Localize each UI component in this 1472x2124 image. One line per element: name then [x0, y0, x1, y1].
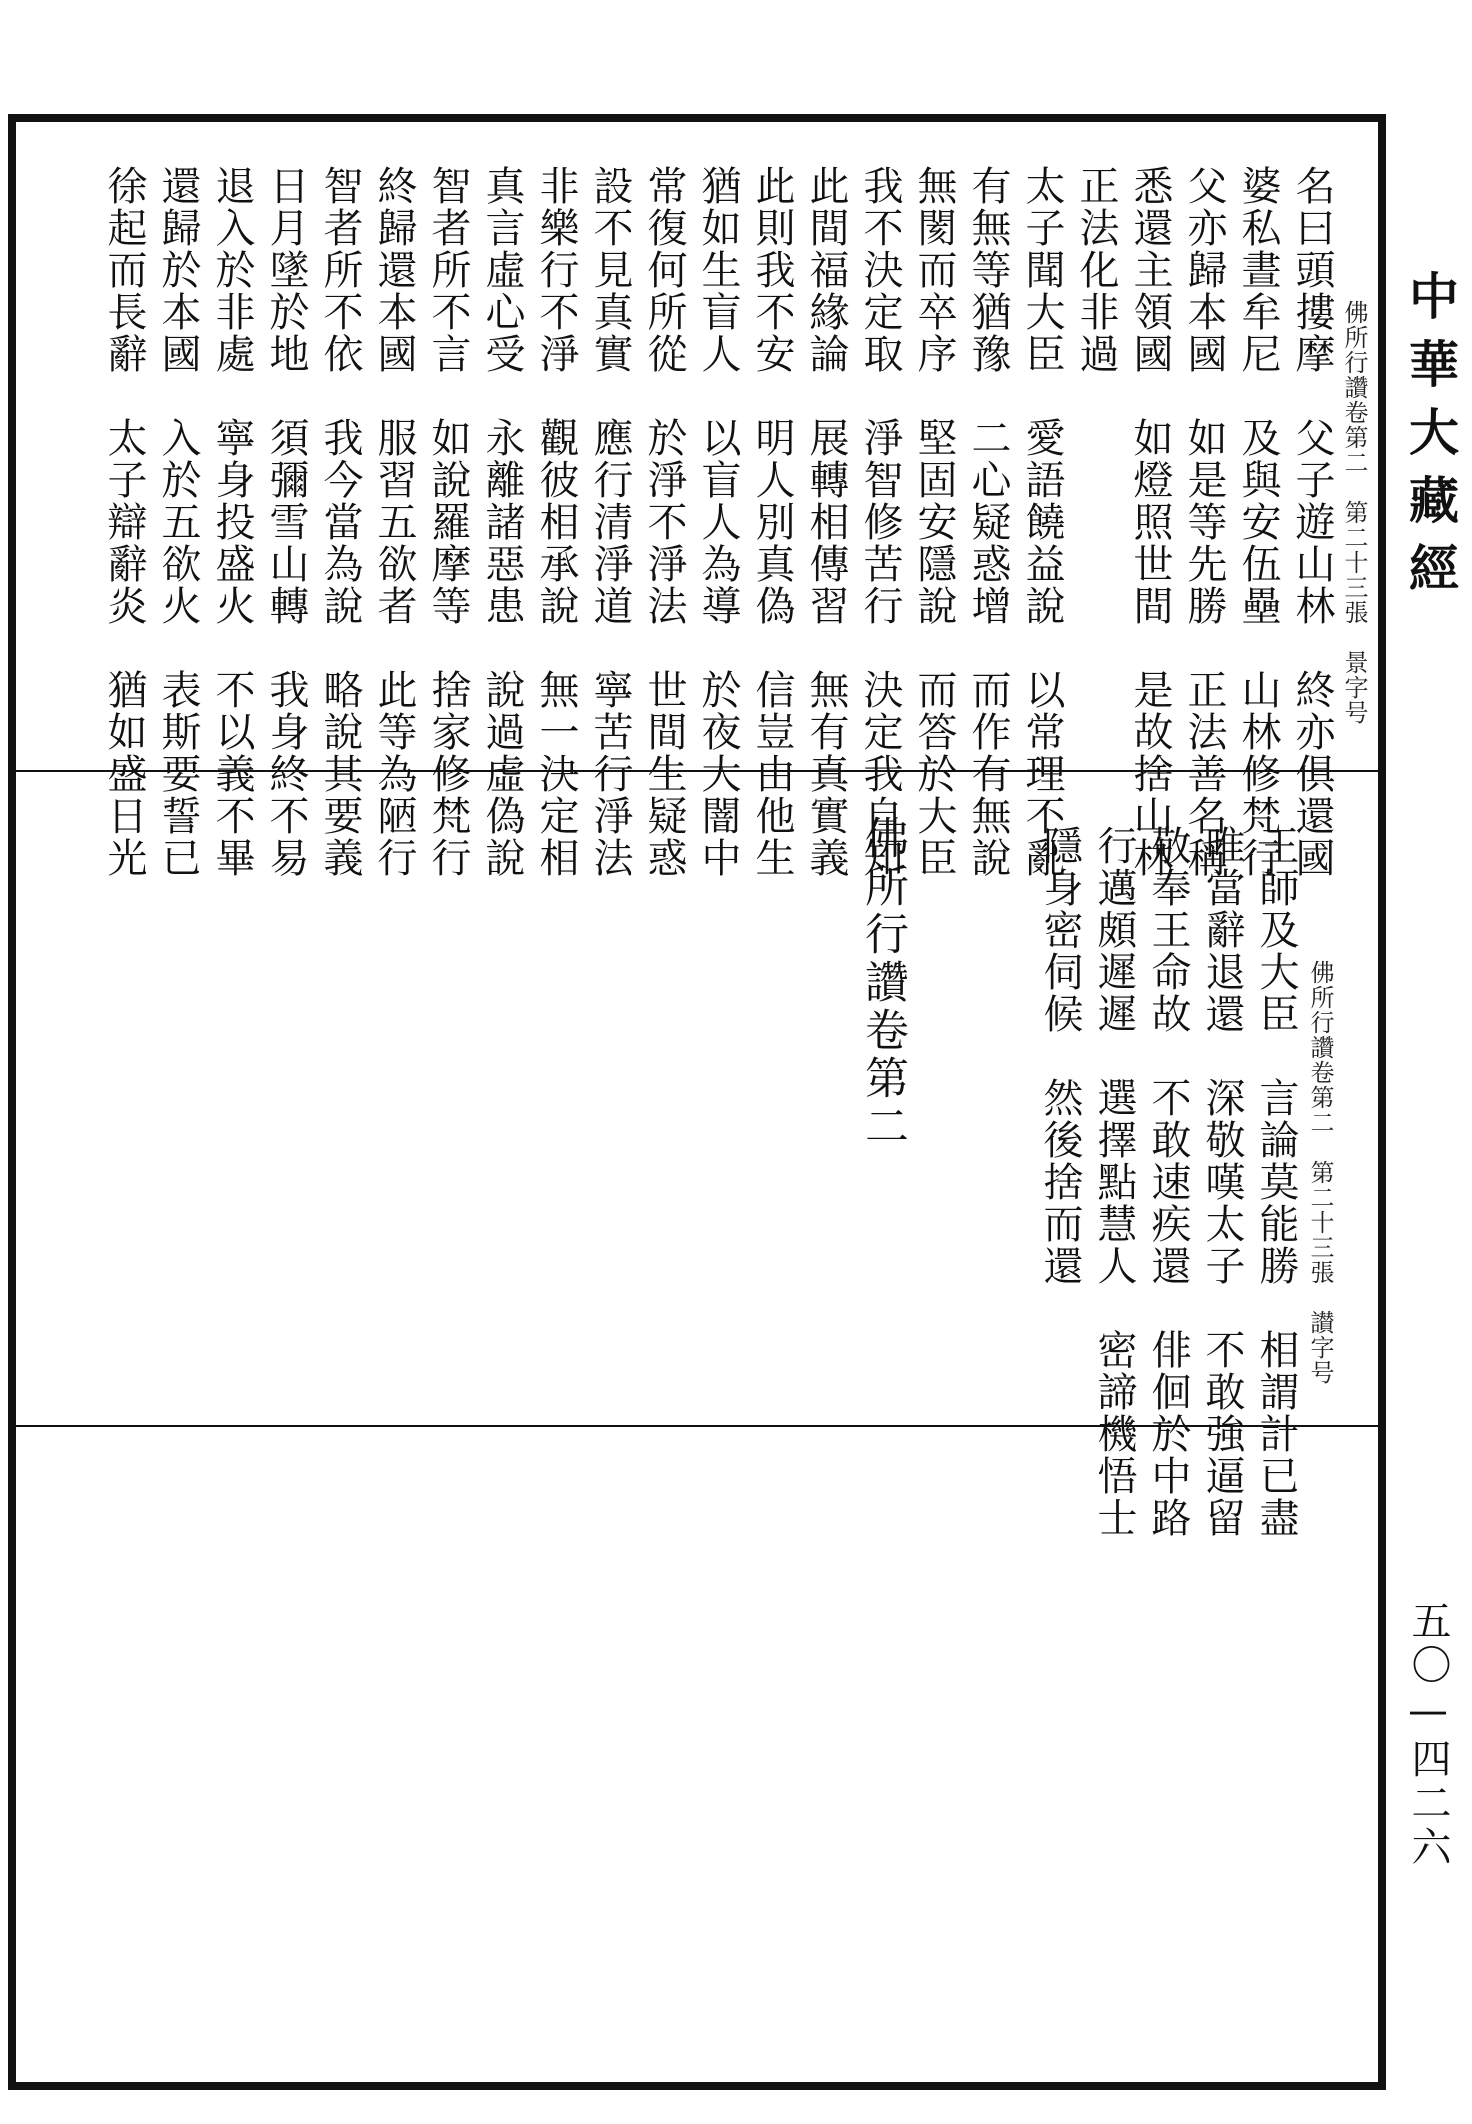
verse-line: 日月墜於地 須彌雪山轉 我身終不易 [263, 165, 309, 879]
top-panel-header-note: 佛所行讚卷第二 第二十三張 景字号 [1340, 300, 1368, 725]
verse-line: 父亦歸本國 如是等先勝 正法善名稱 [1181, 165, 1227, 879]
page-number: 五〇—四二六 [1405, 1600, 1451, 1870]
verse-line: 王師及大臣 言論莫能勝 相謂計已盡 [1253, 825, 1299, 1539]
verse-line: 行邁頗遲遲 選擇點慧人 密諦機悟士 [1091, 825, 1137, 1539]
verse-line: 唯當辭退還 深敬嘆太子 不敢強逼留 [1199, 825, 1245, 1539]
verse-line: 此則我不安 明人別真偽 信豈由他生 [749, 165, 795, 879]
blank-bottom-panel [16, 1428, 1378, 2082]
verse-line: 常復何所從 於淨不淨法 世間生疑惑 [641, 165, 687, 879]
verse-line: 終歸還本國 服習五欲者 此等為陋行 [371, 165, 417, 879]
verse-line: 退入於非處 寧身投盛火 不以義不畢 [209, 165, 255, 879]
verse-line: 我不決定取 淨智修苦行 決定我自知 [857, 165, 903, 879]
verse-line: 還歸於本國 入於五欲火 表斯要誓已 [155, 165, 201, 879]
verse-line: 太子聞大臣 愛語饒益說 以常理不亂 [1019, 165, 1065, 879]
verse-line: 正法化非過 [1073, 165, 1119, 375]
verse-line: 設不見真實 應行清淨道 寧苦行淨法 [587, 165, 633, 879]
verse-line: 此間福緣論 展轉相傳習 無有真實義 [803, 165, 849, 879]
verse-line: 悉還主領國 如燈照世間 是故捨山林 [1127, 165, 1173, 879]
middle-panel-header-note: 佛所行讚卷第二 第二十三張 讃字号 [1306, 960, 1334, 1385]
verse-line: 有無等猶豫 二心疑惑增 而作有無說 [965, 165, 1011, 879]
verse-line: 猶如生盲人 以盲人為導 於夜大闇中 [695, 165, 741, 879]
verse-line: 非樂行不淨 觀彼相承說 無一決定相 [533, 165, 579, 879]
verse-line: 智者所不依 我今當為說 略說其要義 [317, 165, 363, 879]
verse-line: 智者所不言 如說羅摩等 捨家修梵行 [425, 165, 471, 879]
volume-end-title: 佛所行讚卷第二 [857, 815, 908, 1151]
collection-title: 中華大藏經 [1401, 270, 1459, 610]
verse-line: 無閡而卒序 堅固安隱說 而答於大臣 [911, 165, 957, 879]
verse-line: 敬奉王命故 不敢速疾還 俳佪於中路 [1145, 825, 1191, 1539]
verse-line: 婆私晝牟尼 及與安伍壘 山林修梵行 [1235, 165, 1281, 879]
verse-line: 隱身密伺候 然後捨而還 [1037, 825, 1083, 1287]
verse-line: 徐起而長辭 太子辯辭炎 猶如盛日光 [101, 165, 147, 879]
verse-line: 真言虛心受 永離諸惡患 說過虛偽說 [479, 165, 525, 879]
verse-line: 名曰頭摟摩 父子遊山林 終亦俱還國 [1289, 165, 1335, 879]
